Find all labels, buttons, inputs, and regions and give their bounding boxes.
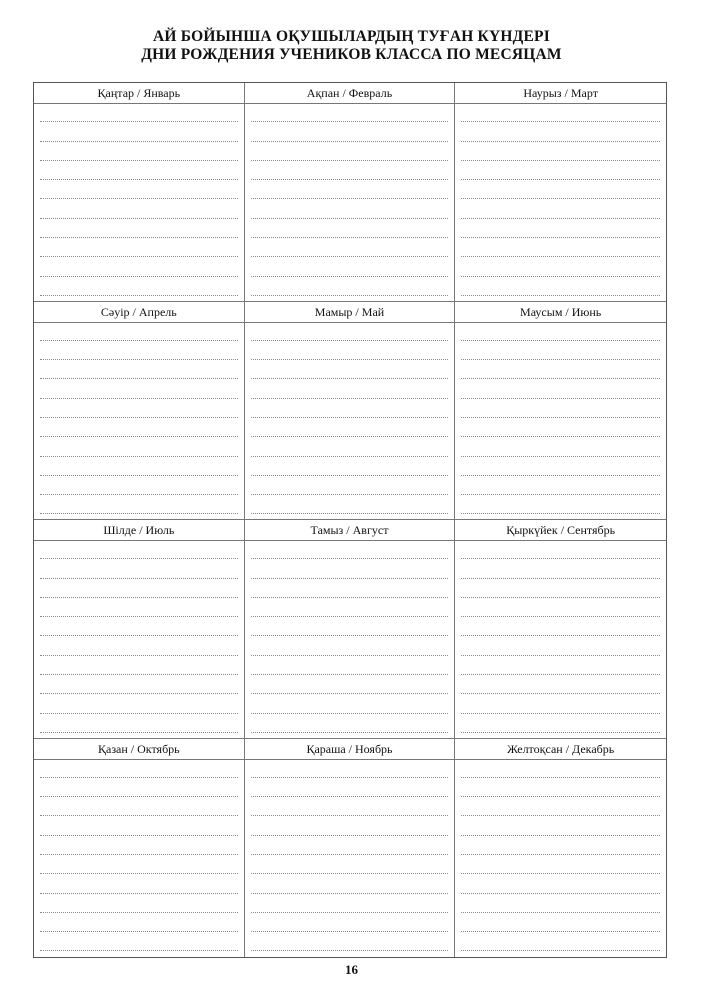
dotted-line [251,199,449,218]
dotted-line [40,476,238,495]
dotted-line [251,161,449,180]
month-header: Қараша / Ноябрь [245,739,455,760]
dotted-line [251,694,449,713]
page-number: 16 [345,962,358,977]
dotted-line [40,122,238,141]
dotted-line [461,759,660,778]
dotted-line [251,579,449,598]
dotted-line [461,636,660,655]
dotted-line [40,816,238,835]
dotted-line [40,836,238,855]
dotted-line [40,797,238,816]
dotted-line [40,277,238,296]
dotted-line [40,379,238,398]
month-header: Ақпан / Февраль [245,83,455,104]
month-header: Наурыз / Март [455,83,666,104]
month-header: Маусым / Июнь [455,302,666,323]
dotted-line [461,656,660,675]
dotted-line [40,913,238,932]
dotted-line [251,457,449,476]
dotted-line [251,257,449,276]
month-cell-june [455,302,666,521]
month-cell-april [34,302,245,521]
dotted-line [461,437,660,456]
dotted-line [461,142,660,161]
writing-lines[interactable] [251,540,449,738]
dotted-line [40,675,238,694]
month-cell-march [455,83,666,302]
dotted-line [461,579,660,598]
month-header: Мамыр / Май [245,302,455,323]
dotted-line [40,855,238,874]
dotted-line [461,360,660,379]
dotted-line [461,476,660,495]
dotted-line [251,714,449,733]
dotted-line [40,322,238,341]
dotted-line [251,341,449,360]
dotted-line [461,457,660,476]
writing-lines[interactable] [40,103,238,301]
dotted-line [461,816,660,835]
dotted-line [40,238,238,257]
dotted-line [461,797,660,816]
writing-lines[interactable] [251,103,449,301]
writing-lines[interactable] [461,103,660,301]
dotted-line [461,418,660,437]
dotted-line [40,457,238,476]
month-cell-may [245,302,456,521]
dotted-line [251,894,449,913]
dotted-line [461,103,660,122]
dotted-line [40,418,238,437]
dotted-line [461,540,660,559]
writing-lines[interactable] [461,322,660,520]
dotted-line [251,656,449,675]
dotted-line [461,379,660,398]
month-cell-december [455,739,666,958]
dotted-line [40,894,238,913]
dotted-line [251,219,449,238]
dotted-line [251,379,449,398]
dotted-line [461,238,660,257]
dotted-line [461,598,660,617]
dotted-line [461,122,660,141]
month-header: Қаңтар / Январь [34,83,244,104]
dotted-line [251,122,449,141]
dotted-line [251,437,449,456]
month-cell-august [245,520,456,739]
dotted-line [461,399,660,418]
dotted-line [251,598,449,617]
dotted-line [461,675,660,694]
writing-lines[interactable] [40,322,238,520]
dotted-line [461,559,660,578]
dotted-line [461,617,660,636]
dotted-line [40,180,238,199]
dotted-line [251,913,449,932]
month-header: Сәуір / Апрель [34,302,244,323]
dotted-line [251,797,449,816]
dotted-line [461,495,660,514]
dotted-line [40,579,238,598]
dotted-line [461,932,660,951]
dotted-line [40,636,238,655]
dotted-line [40,437,238,456]
dotted-line [40,932,238,951]
dotted-line [461,855,660,874]
dotted-line [461,836,660,855]
dotted-line [251,476,449,495]
dotted-line [40,617,238,636]
dotted-line [461,894,660,913]
dotted-line [251,874,449,893]
dotted-line [251,816,449,835]
dotted-line [40,694,238,713]
month-cell-october [34,739,245,958]
month-cell-november [245,739,456,958]
dotted-line [40,656,238,675]
page-title-russian: ДНИ РОЖДЕНИЯ УЧЕНИКОВ КЛАССА ПО МЕСЯЦАМ [141,46,562,63]
dotted-line [251,418,449,437]
month-header: Қыркүйек / Сентябрь [455,520,666,541]
dotted-line [251,932,449,951]
writing-lines[interactable] [251,322,449,520]
month-cell-july [34,520,245,739]
dotted-line [40,142,238,161]
dotted-line [251,238,449,257]
dotted-line [40,219,238,238]
dotted-line [461,161,660,180]
month-header: Шілде / Июль [34,520,244,541]
dotted-line [461,219,660,238]
dotted-line [40,778,238,797]
dotted-line [461,913,660,932]
dotted-line [251,759,449,778]
dotted-line [461,257,660,276]
dotted-line [40,540,238,559]
writing-lines[interactable] [40,759,238,958]
writing-lines[interactable] [461,540,660,738]
dotted-line [251,322,449,341]
dotted-line [251,103,449,122]
dotted-line [40,559,238,578]
writing-lines[interactable] [461,759,660,958]
dotted-line [251,180,449,199]
dotted-line [251,855,449,874]
dotted-line [40,598,238,617]
dotted-line [40,714,238,733]
dotted-line [461,180,660,199]
dotted-line [461,874,660,893]
dotted-line [461,694,660,713]
dotted-line [251,142,449,161]
dotted-line [40,360,238,379]
dotted-line [40,341,238,360]
month-cell-january [34,83,245,302]
dotted-line [461,277,660,296]
writing-lines[interactable] [251,759,449,958]
dotted-line [461,341,660,360]
birthday-months-table [33,82,667,958]
month-header: Желтоқсан / Декабрь [455,739,666,760]
dotted-line [40,199,238,218]
dotted-line [461,199,660,218]
writing-lines[interactable] [40,540,238,738]
dotted-line [40,759,238,778]
dotted-line [251,399,449,418]
dotted-line [40,161,238,180]
dotted-line [461,778,660,797]
dotted-line [251,778,449,797]
dotted-line [40,257,238,276]
dotted-line [251,495,449,514]
dotted-line [251,636,449,655]
dotted-line [40,103,238,122]
dotted-line [251,675,449,694]
month-header: Қазан / Октябрь [34,739,244,760]
page-title-kazakh: АЙ БОЙЫНША ОҚУШЫЛАРДЫҢ ТУҒАН КҮНДЕРІ [153,28,550,45]
dotted-line [251,540,449,559]
dotted-line [40,399,238,418]
month-header: Тамыз / Август [245,520,455,541]
dotted-line [461,714,660,733]
month-cell-february [245,83,456,302]
month-cell-september [455,520,666,739]
dotted-line [40,495,238,514]
dotted-line [251,617,449,636]
dotted-line [461,322,660,341]
dotted-line [251,277,449,296]
dotted-line [251,559,449,578]
dotted-line [251,360,449,379]
dotted-line [40,874,238,893]
dotted-line [251,836,449,855]
